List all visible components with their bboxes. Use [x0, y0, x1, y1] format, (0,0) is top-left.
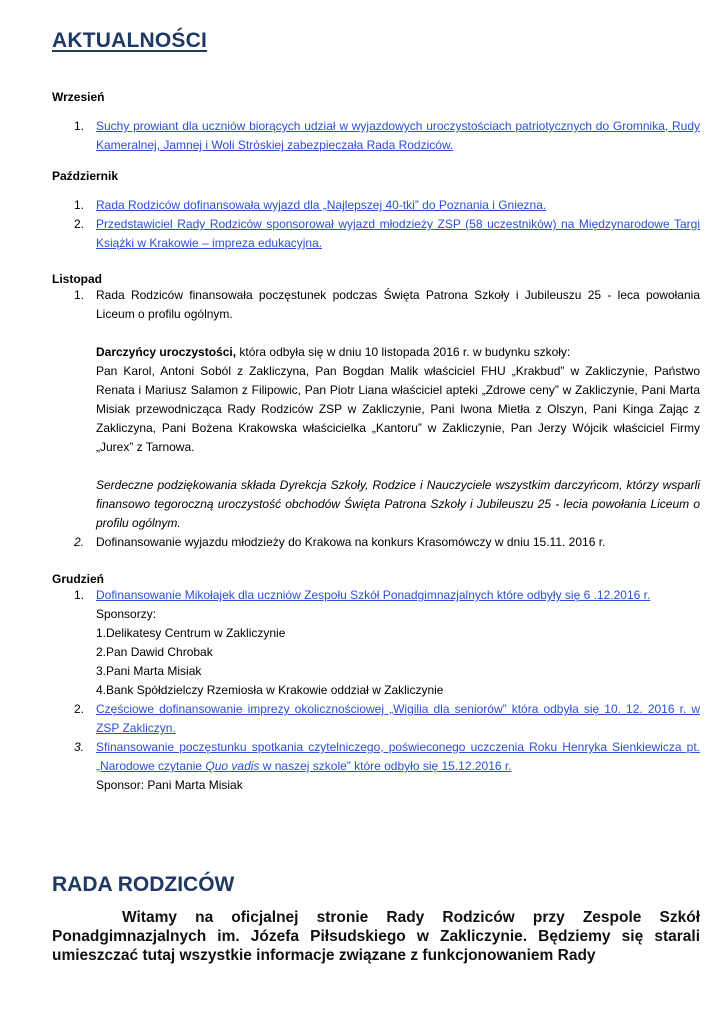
item-number: 2.: [74, 217, 85, 231]
news-link-najlepsza-40[interactable]: Rada Rodziców dofinansowała wyjazd dla „Najlepszej 40-tki” do Poznania i Gniezna.: [96, 198, 547, 212]
month-heading-grudzien: Grudzień: [52, 572, 105, 586]
page-title: AKTUALNOŚCI: [52, 29, 208, 52]
link-text-part: w naszej szkole” które odbyło się 15.12.2016 r.: [259, 759, 512, 773]
list-item[interactable]: [52, 700, 700, 738]
news-page: [52, 0, 700, 795]
list-item: [52, 533, 700, 552]
welcome-text: [52, 908, 700, 965]
list-pazdziernik: [52, 196, 700, 253]
item-number: 2.: [74, 535, 85, 549]
list-item[interactable]: [52, 738, 700, 795]
list-item[interactable]: [52, 196, 700, 215]
sponsor-item: 4.Bank Spółdzielczy Rzemiosła w Krakowie oddział w Zakliczynie: [96, 683, 444, 697]
item-number: 1.: [74, 198, 85, 212]
news-link-mikolajki[interactable]: Dofinansowanie Mikołajek dla uczniów Zespołu Szkół Ponadgimnazjalnych które odbyły się 6 .12.2016 r.: [96, 588, 651, 602]
link-text-part: Sfinansowanie poczęstunku spotkania czytelniczego, poświeconego uczczenia Roku Henryka Sienkiewicza pt. „Narodowe czytanie: [96, 740, 700, 773]
sponsor-item: 2.Pan Dawid Chrobak: [96, 645, 213, 659]
list-item[interactable]: [52, 586, 700, 700]
sponsor-item: 1.Delikatesy Centrum w Zakliczynie: [96, 626, 286, 640]
month-heading-pazdziernik: Październik: [52, 169, 119, 183]
item-number: 2.: [74, 702, 85, 716]
month-heading-listopad: Listopad: [52, 272, 102, 286]
item-text: Rada Rodziców finansowała poczęstunek podczas Święta Patrona Szkoły i Jubileuszu 25 - leca powołania Liceum o profilu ogólnym.: [96, 288, 700, 321]
list-item[interactable]: [52, 117, 700, 155]
donors-intro-text: która odbyła się w dniu 10 listopada 2016 r. w budynku szkoły:: [236, 345, 571, 359]
sponsor-note: Sponsor: Pani Marta Misiak: [96, 778, 243, 792]
news-link-suchy-prowiant[interactable]: Suchy prowiant dla uczniów biorących udział w wyjazdowych uroczystościach patriotycznych do Gromnika, Rudy Kameralnej, Jamnej i Woli Stróskiej zabezpieczała Rada Rodziców.: [96, 119, 700, 152]
list-grudzien: [52, 586, 700, 795]
section-title-rada-rodzicow: RADA RODZICÓW: [52, 873, 235, 896]
thanks-note: Serdeczne podziękowania składa Dyrekcja Szkoły, Rodzice i Nauczyciele wszystkim darczyńcom, którzy wsparli finansowo tegoroczną uroczystość obchodów Święta Patrona Szkoły i Jubileuszu 25 - lecia powołania Liceum o profilu ogólnym.: [96, 478, 700, 530]
book-title: Quo vadis: [205, 759, 260, 773]
item-number: 1.: [74, 119, 85, 133]
list-item: [52, 286, 700, 533]
month-heading-wrzesien: Wrzesień: [52, 90, 105, 104]
donors-label: Darczyńcy uroczystości,: [96, 345, 237, 359]
news-link-narodowe-czytanie[interactable]: [96, 740, 700, 773]
item-number: 1.: [74, 288, 85, 302]
sponsor-item: 3.Pani Marta Misiak: [96, 664, 202, 678]
welcome-paragraph: Witamy na oficjalnej stronie Rady Rodziców przy Zespole Szkół Ponadgimnazjalnych im. Józefa Piłsudskiego w Zakliczynie. Będziemy się starali umieszczać tutaj wszystkie informacje związane z funkcjonowaniem Rady: [52, 909, 700, 964]
list-listopad: [52, 286, 700, 552]
sponsors-label: Sponsorzy:: [96, 607, 157, 621]
item-number: 1.: [74, 588, 85, 602]
news-link-targi-ksiazki[interactable]: Przedstawiciel Rady Rodziców sponsorował wyjazd młodzieży ZSP (58 uczestników) na Międzynarodowe Targi Książki w Krakowie – impreza edukacyjna.: [96, 217, 700, 250]
list-item[interactable]: [52, 215, 700, 253]
news-link-wigilia-seniorow[interactable]: Częściowe dofinansowanie imprezy okolicznościowej „Wigilia dla seniorów” która odbyła się 10. 12. 2016 r. w ZSP Zakliczyn.: [96, 702, 700, 735]
donors-list: Pan Karol, Antoni Soból z Zakliczyna, Pan Bogdan Malik właściciel FHU „Krakbud” w Zakliczynie, Państwo Renata i Mariusz Salamon z Filipowic, Pan Piotr Liana właściciel apteki „Zdrowe ceny” w Zakliczynie, Pani Marta Misiak przewodnicząca Rady Rodziców ZSP w Zakliczynie, Pani Iwona Mietła z Olszyn, Pani Kinga Zając z Zakliczyna, Pani Bożena Krakowska właścicielka „Kantoru” w Zakliczynie, Pan Jerzy Wójcik właściciel Firmy „Jurex” z Tarnowa.: [96, 364, 700, 454]
donors-intro: [96, 343, 700, 362]
list-wrzesien: [52, 117, 700, 155]
item-number: 3.: [74, 740, 85, 754]
item-text: Dofinansowanie wyjazdu młodzieży do Krakowa na konkurs Krasomówczy w dniu 15.11. 2016 r.: [96, 535, 606, 549]
